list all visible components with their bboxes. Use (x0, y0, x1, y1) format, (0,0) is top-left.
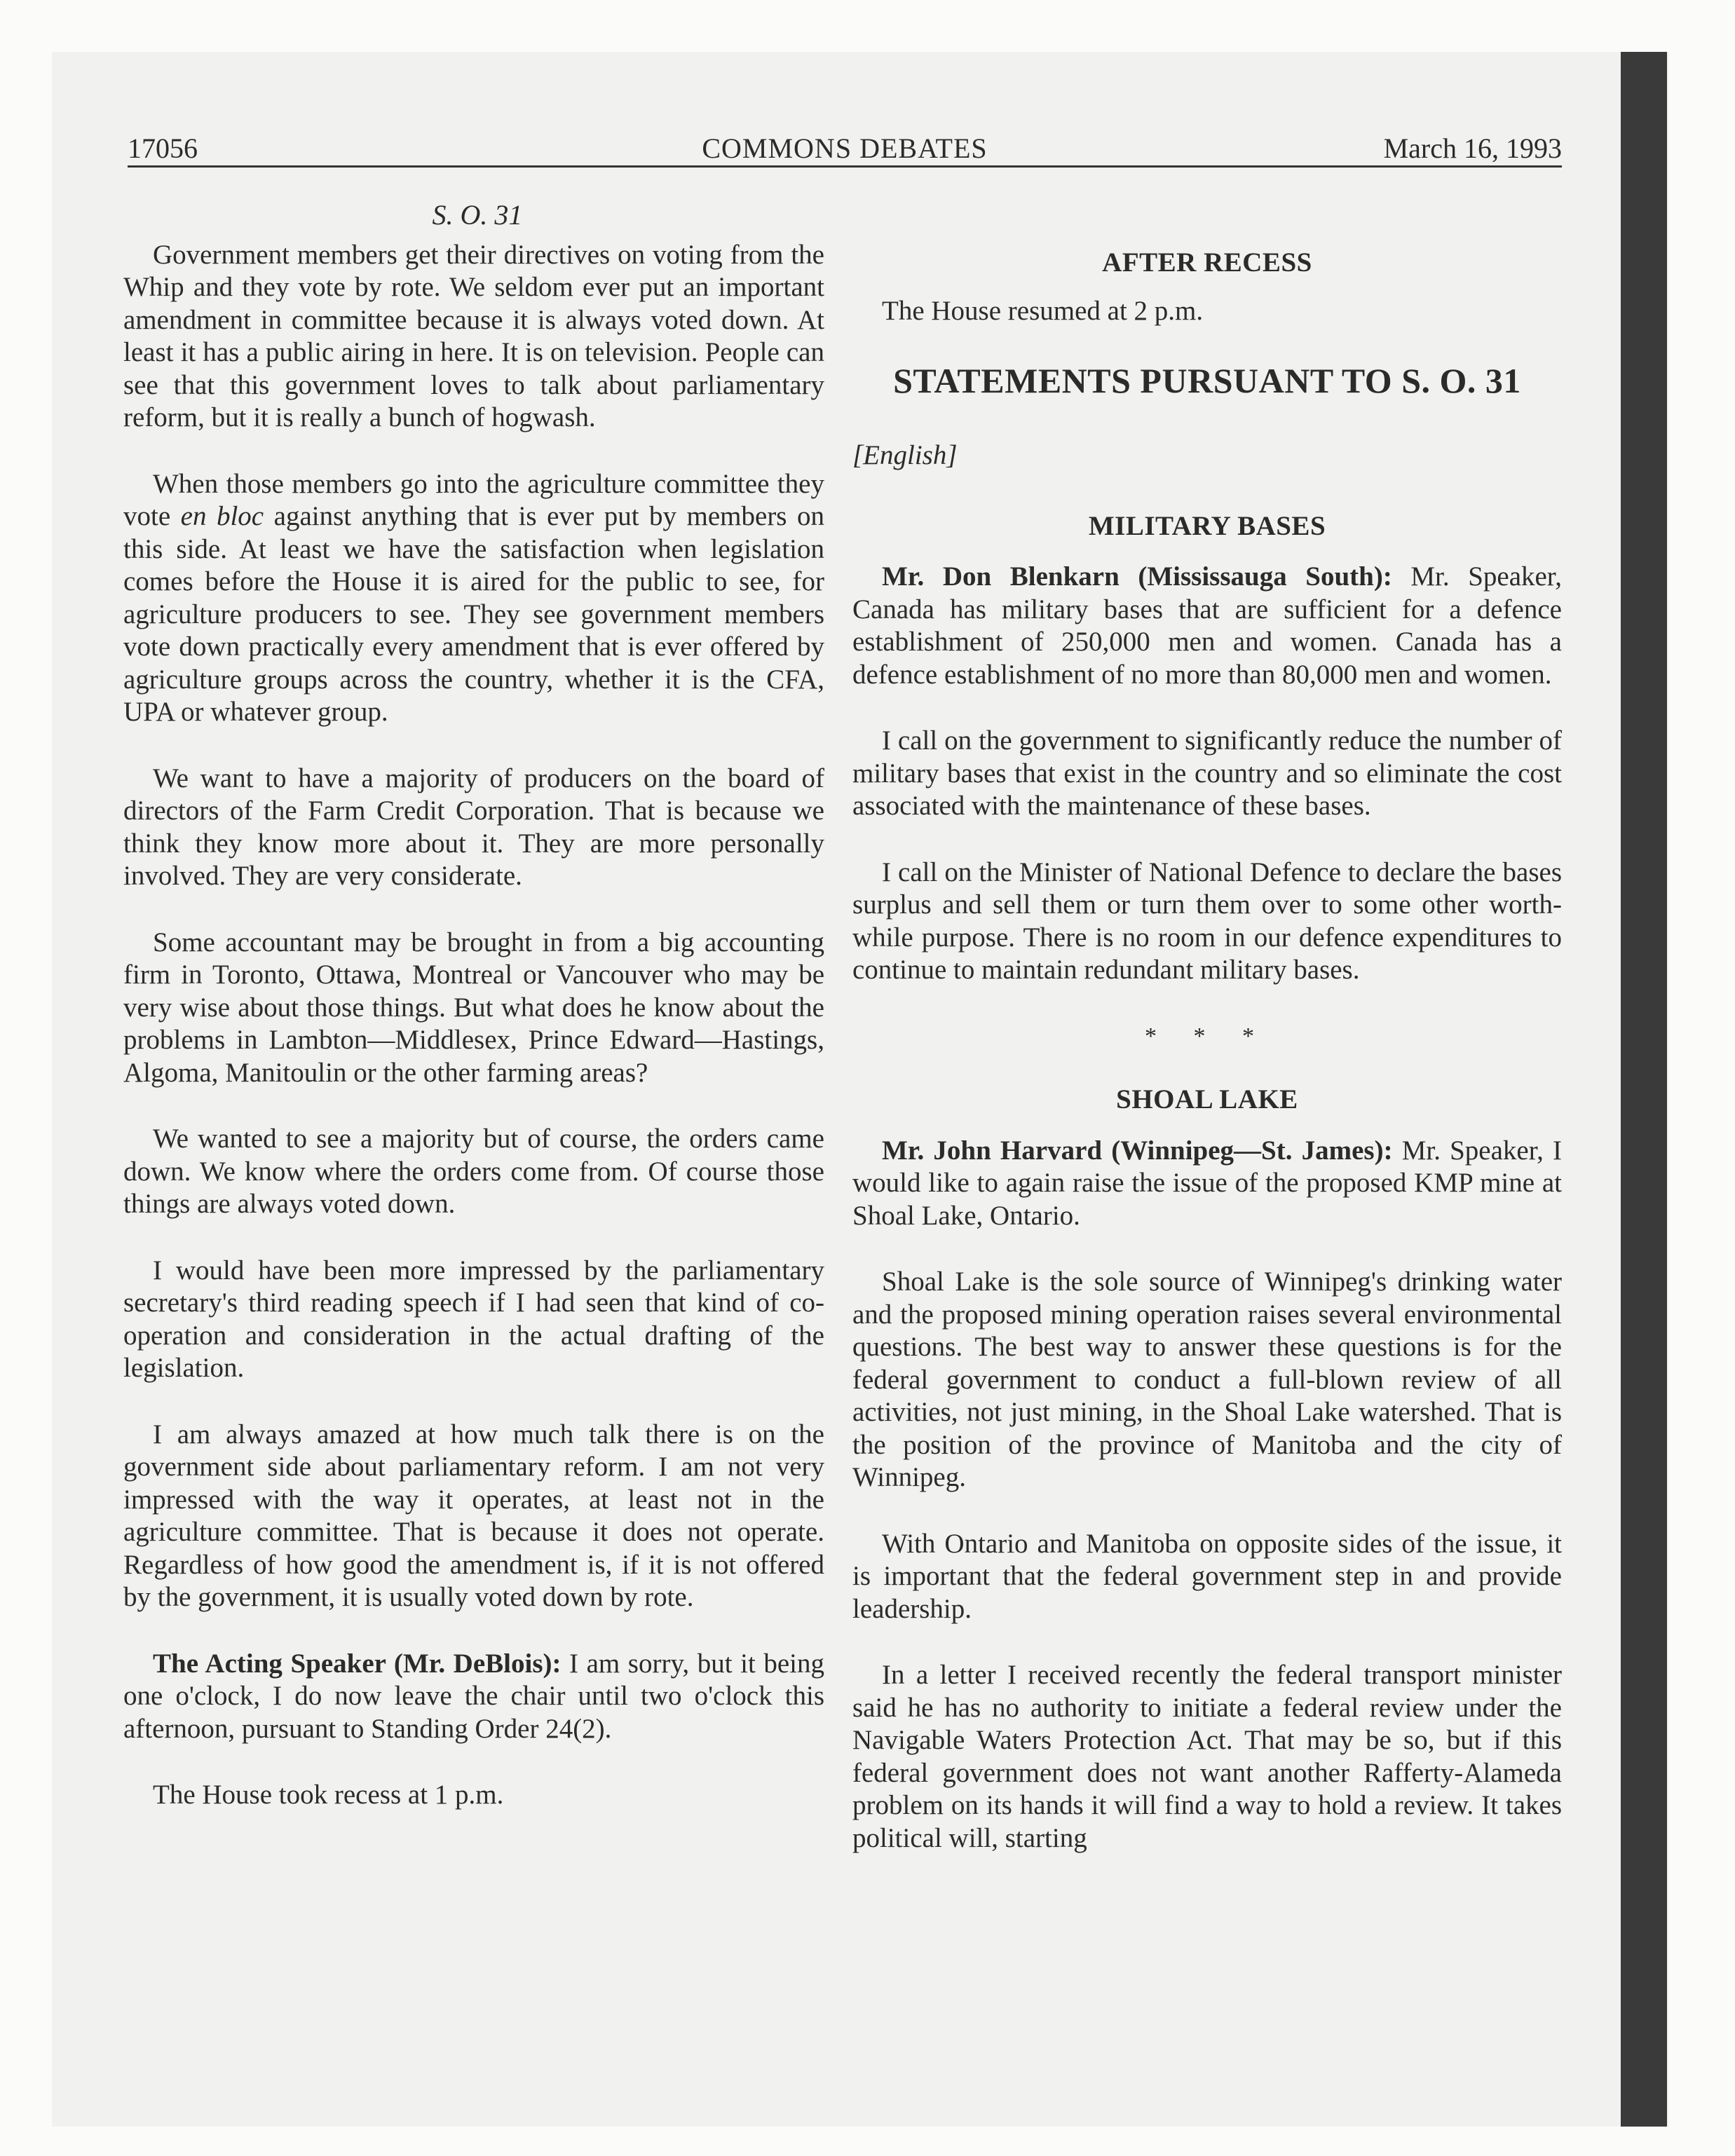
paragraph: Mr. Don Blenkarn (Mississauga South): Mr. Speaker, Canada has military bases that are sufficient for a defence establishment of 250,000 men and women. Canada has a defence establishment of no more than 80,000 men and women. (852, 561, 1562, 690)
section-separator: * * * (1145, 1023, 1270, 1049)
page-number: 17056 (128, 132, 198, 164)
paragraph: With Ontario and Manitoba on opposite sides of the issue, it is important that the federal government step in and provide leadership. (852, 1528, 1562, 1624)
paragraph: I call on the Minister of National Defence to declare the bases surplus and sell them or turn them over to some other worth-while purpose. There is no room in our defence expenditures to continue to maintain redundant military bases. (852, 857, 1562, 985)
journal-title: COMMONS DEBATES (702, 132, 988, 164)
subject-heading: MILITARY BASES (1088, 510, 1326, 541)
section-title: STATEMENTS PURSUANT TO S. O. 31 (893, 361, 1521, 400)
paragraph: The House took recess at 1 p.m. (153, 1780, 504, 1810)
paragraph: We wanted to see a majority but of course, the orders came down. We know where the orders come from. Of course those things are always voted down. (123, 1124, 824, 1219)
header-date: March 16, 1993 (1383, 132, 1562, 164)
paragraph: The Acting Speaker (Mr. DeBlois): I am sorry, but it being one o'clock, I do now leave the chair until two o'clock this afternoon, pursuant to Standing Order 24(2). (123, 1648, 825, 1744)
scan-border (1621, 52, 1667, 2127)
folio-label: S. O. 31 (432, 199, 523, 231)
paragraph: Shoal Lake is the sole source of Winnipeg's drinking water and the proposed mining operation raises several environmental questions. The best way to answer these questions is for the federal government to conduct a full-blown review of all activities, not just mining, in the Shoal Lake watershed. That is the position of the province of Manitoba and the city of Winnipeg. (852, 1267, 1562, 1492)
paragraph: Government members get their directives on voting from the Whip and they vote by rote. We seldom ever put an important amendment in committee because it is always voted down. At least it has a public airing in here. It is on television. People can see that this government loves to talk about parliamentary reform, but it is really a bunch of hogwash. (123, 239, 824, 432)
paragraph: I call on the government to significantly reduce the number of military bases that exist in the country and so eliminate the cost associated with the maintenance of these bases. (852, 725, 1562, 821)
paragraph: In a letter I received recently the federal transport minister said he has no authority to initiate a federal review under the Navigable Waters Protection Act. That may be so, but if this federal government does not want another Rafferty-Alameda problem on its hands it will find a way to hold a review. It takes political will, starting (852, 1660, 1562, 1853)
emphasis: en bloc (180, 501, 264, 531)
speaker-name: Mr. Don Blenkarn (Mississauga South): (882, 561, 1392, 592)
right-column (852, 247, 1562, 1855)
speaker-name: Mr. John Harvard (Winnipeg—St. James): (882, 1135, 1393, 1166)
paragraph: We want to have a majority of producers on the board of directors of the Farm Credit Corporation. That is because we think they know more about it. They are more personally involved. They are very considerate. (123, 763, 824, 891)
left-column (123, 199, 824, 1812)
language-tag: [English] (852, 440, 958, 470)
running-header (128, 126, 1562, 163)
paragraph: Mr. John Harvard (Winnipeg—St. James): Mr. Speaker, I would like to again raise the issue of the proposed KMP mine at Shoal Lake, Ontario. (852, 1135, 1563, 1231)
paragraph: Some accountant may be brought in from a big accounting firm in Toronto, Ottawa, Montreal or Vancouver who may be very wise about those things. But what does he know about the problems in Lambton—Middlesex, Prince Edward—Hastings, Algoma, Manitoulin or the other farming areas? (123, 927, 824, 1088)
paragraph: The House resumed at 2 p.m. (882, 295, 1204, 326)
paragraph: I am always amazed at how much talk there is on the government side about parliamentary reform. I am not very impressed with the way it operates, at least not in the agriculture committee. That is because it does not operate. Regardless of how good the amendment is, if it is not offered by the government, it is usually voted down by rote. (123, 1419, 824, 1612)
header-rule (128, 165, 1562, 168)
speaker-name: The Acting Speaker (Mr. DeBlois): (153, 1648, 562, 1679)
section-heading: AFTER RECESS (1102, 247, 1312, 278)
paragraph: When those members go into the agriculture committee they vote en bloc against anything that is ever put by members on this side. At least we have the satisfaction when legislation comes before the House it is aired for the public to see, for agriculture producers to see. They see government members vote down practically every amendment that is ever offered by agriculture groups across the country, whether it is the CFA, UPA or whatever group. (123, 468, 824, 727)
subject-heading: SHOAL LAKE (1116, 1084, 1298, 1114)
paragraph: I would have been more impressed by the parliamentary secretary's third reading speech if I had seen that kind of co-operation and consideration in the actual drafting of the legislation. (123, 1255, 824, 1383)
